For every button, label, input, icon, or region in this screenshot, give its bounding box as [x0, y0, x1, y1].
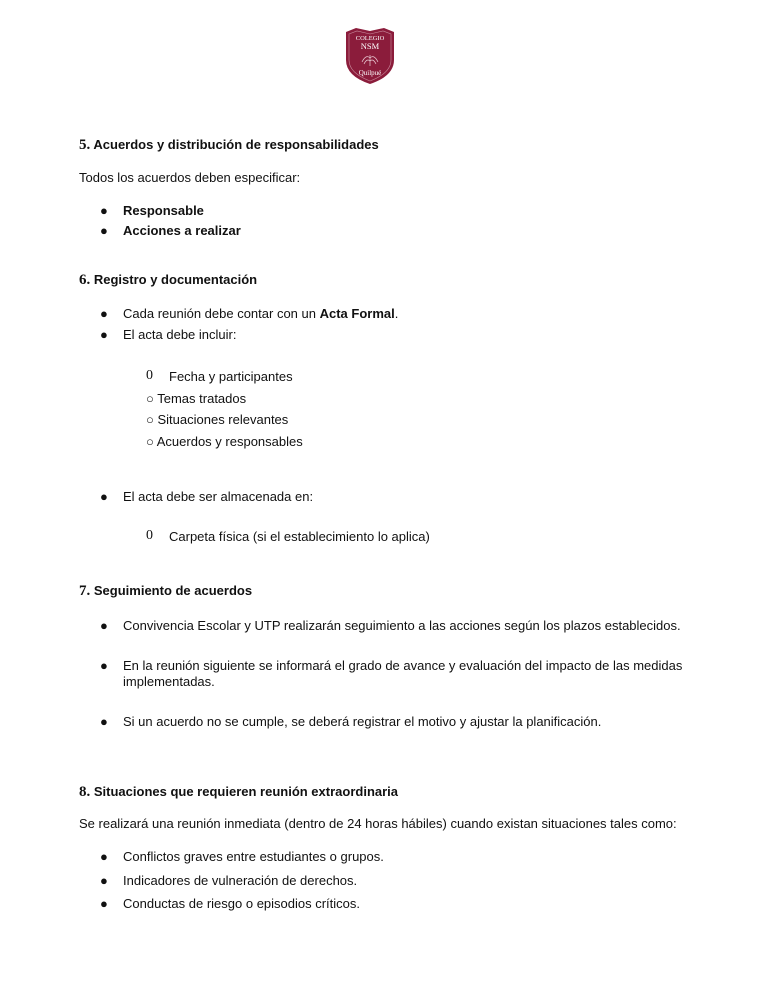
acta-formal-suffix: . — [394, 306, 399, 321]
bullet-marker: ● — [100, 873, 108, 888]
sub-item-temas — [146, 391, 246, 406]
sublist-marker-circle: ○ — [146, 391, 154, 406]
bullet-marker: ● — [100, 896, 108, 911]
sub-item-carpeta: Carpeta física (si el establecimiento lo aplica) — [169, 529, 430, 544]
sublist-marker-circle: ○ — [146, 434, 154, 449]
bullet-marker: ● — [100, 223, 108, 238]
section-8-intro: Se realizará una reunión inmediata (dentro de 24 horas hábiles) cuando existan situaciones tales como: — [79, 816, 677, 831]
sublist-marker-zero: 0 — [146, 368, 153, 383]
bullet-marker: ● — [100, 327, 108, 342]
sub-item-situaciones-text: Situaciones relevantes — [157, 412, 289, 427]
sub-item-situaciones — [146, 412, 288, 427]
bullet-marker: ● — [100, 714, 108, 729]
section-5-title: Acuerdos y distribución de responsabilidades — [93, 137, 379, 152]
acta-formal-bold: Acta Formal — [319, 306, 395, 321]
section-6-item-almacenada: El acta debe ser almacenada en: — [123, 489, 314, 504]
section-6-number: 6. — [79, 272, 91, 288]
sublist-marker-zero: 0 — [146, 528, 153, 543]
section-6-item-acta-formal — [123, 306, 398, 321]
section-7-number: 7. — [79, 583, 91, 599]
bullet-marker: ● — [100, 618, 108, 633]
section-8-number: 8. — [79, 784, 91, 800]
section-6-heading — [79, 272, 257, 289]
crest-text-quilpue: Quilpué — [358, 69, 382, 77]
section-7-heading — [79, 583, 252, 600]
school-crest-logo — [342, 26, 398, 86]
section-5-number: 5. — [79, 137, 91, 153]
crest-text-colegio: COLEGIO — [355, 35, 385, 42]
sub-item-temas-text: Temas tratados — [157, 391, 247, 406]
section-7-item-no-cumple: Si un acuerdo no se cumple, se deberá registrar el motivo y ajustar la planificación. — [123, 714, 602, 729]
acta-formal-prefix: Cada reunión debe contar con un — [123, 306, 320, 321]
section-5-item-responsable: Responsable — [123, 203, 204, 218]
sublist-marker-circle: ○ — [146, 412, 154, 427]
sub-item-fecha: Fecha y participantes — [169, 369, 293, 384]
bullet-marker: ● — [100, 658, 108, 673]
section-7-item-avance: En la reunión siguiente se informará el grado de avance y evaluación del impacto de las medidas implementadas. — [123, 658, 683, 689]
section-7-title: Seguimiento de acuerdos — [93, 583, 253, 598]
section-8-title: Situaciones que requieren reunión extraordinaria — [93, 784, 399, 799]
sub-item-acuerdos-text: Acuerdos y responsables — [156, 434, 303, 449]
section-7-item-seguimiento: Convivencia Escolar y UTP realizarán seguimiento a las acciones según los plazos establecidos. — [123, 618, 681, 633]
section-6-item-acta-incluir: El acta debe incluir: — [123, 327, 237, 342]
section-6-title: Registro y documentación — [93, 272, 258, 287]
bullet-marker: ● — [100, 203, 108, 218]
section-8-item-riesgo: Conductas de riesgo o episodios críticos. — [123, 896, 361, 911]
section-5-heading — [79, 137, 379, 154]
sub-item-acuerdos — [146, 434, 303, 449]
bullet-marker: ● — [100, 306, 108, 321]
bullet-marker: ● — [100, 849, 108, 864]
crest-text-nsm: NSM — [360, 41, 380, 51]
section-5-item-acciones: Acciones a realizar — [123, 223, 241, 238]
section-8-heading — [79, 784, 398, 801]
section-5-intro: Todos los acuerdos deben especificar: — [79, 170, 301, 185]
section-8-item-conflictos: Conflictos graves entre estudiantes o grupos. — [123, 849, 384, 864]
section-8-item-vulneracion: Indicadores de vulneración de derechos. — [123, 873, 358, 888]
bullet-marker: ● — [100, 489, 108, 504]
